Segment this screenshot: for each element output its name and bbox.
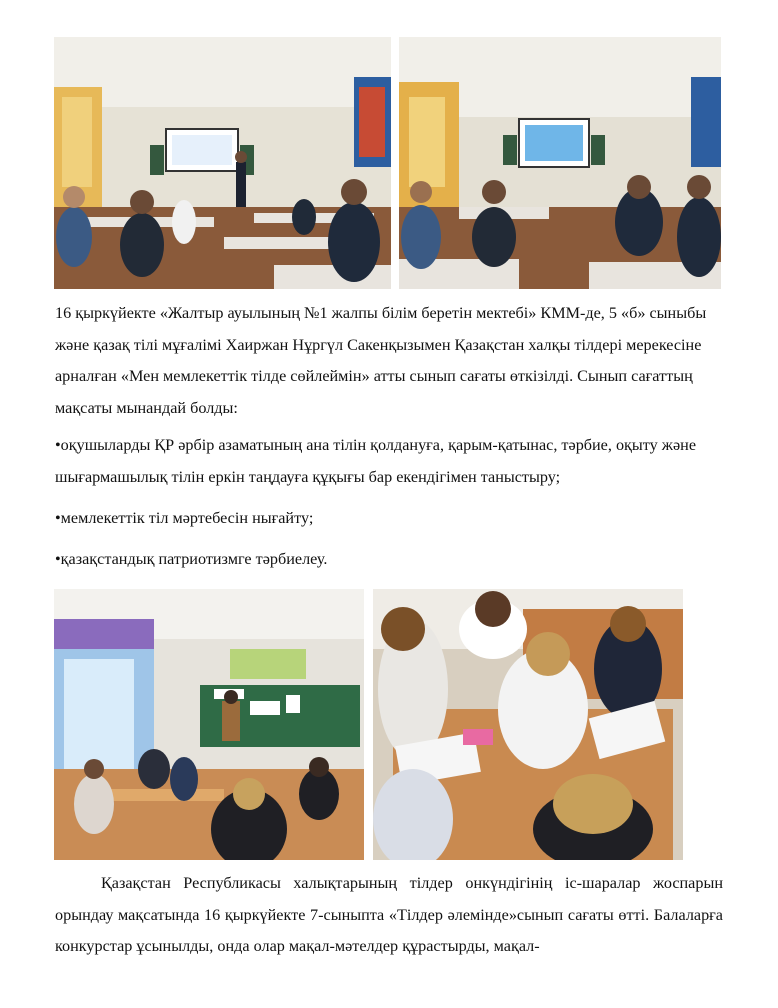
- goal-bullet-2: •мемлекеттік тіл мәртебесін нығайту;: [55, 509, 314, 527]
- classroom-photo-2: [399, 37, 721, 289]
- classroom-photo-3: [54, 589, 364, 860]
- goal-bullet-1: •оқушыларды ҚР әрбір азаматының ана тілін қолдануға, қарым-қатынас, тәрбие, оқыту және шығармашылық тілін еркін таңдауға құқығы бар екендігімен таныстыру;: [55, 436, 697, 486]
- classroom-photo-4-image: [373, 589, 683, 860]
- classroom-photo-3-image: [54, 589, 364, 860]
- intro-paragraph: 16 қыркүйекте «Жалтыр ауылының №1 жалпы білім беретін мектебі» КММ-де, 5 «б» сыныбы және қазақ тілі мұғалімі Хаиржан Нұргүл Сакенқызымен Қазақстан халқы тілдері мерекесіне арналған «Мен мемлекеттік тілде сөйлеймін» атты сынып сағаты өткізілді. Сынып сағаттың мақсаты мынандай болды:: [55, 304, 707, 417]
- goal-bullet-3: •қазақстандық патриотизмге тәрбиелеу.: [55, 550, 328, 568]
- closing-paragraph: Қазақстан Республикасы халықтарының тілдер онкүндігінің іс-шаралар жоспарын орындау мақсатында 16 қыркүйекте 7-сыныпта «Тілдер әлемінде»сынып сағаты өтті. Балаларға конкурстар ұсынылды, онда олар мақал-мәтелдер құрастырды, мақал-: [55, 874, 723, 955]
- classroom-photo-1-image: [54, 37, 391, 289]
- classroom-photo-2-image: [399, 37, 721, 289]
- classroom-photo-1: [54, 37, 391, 289]
- classroom-photo-4: [373, 589, 683, 860]
